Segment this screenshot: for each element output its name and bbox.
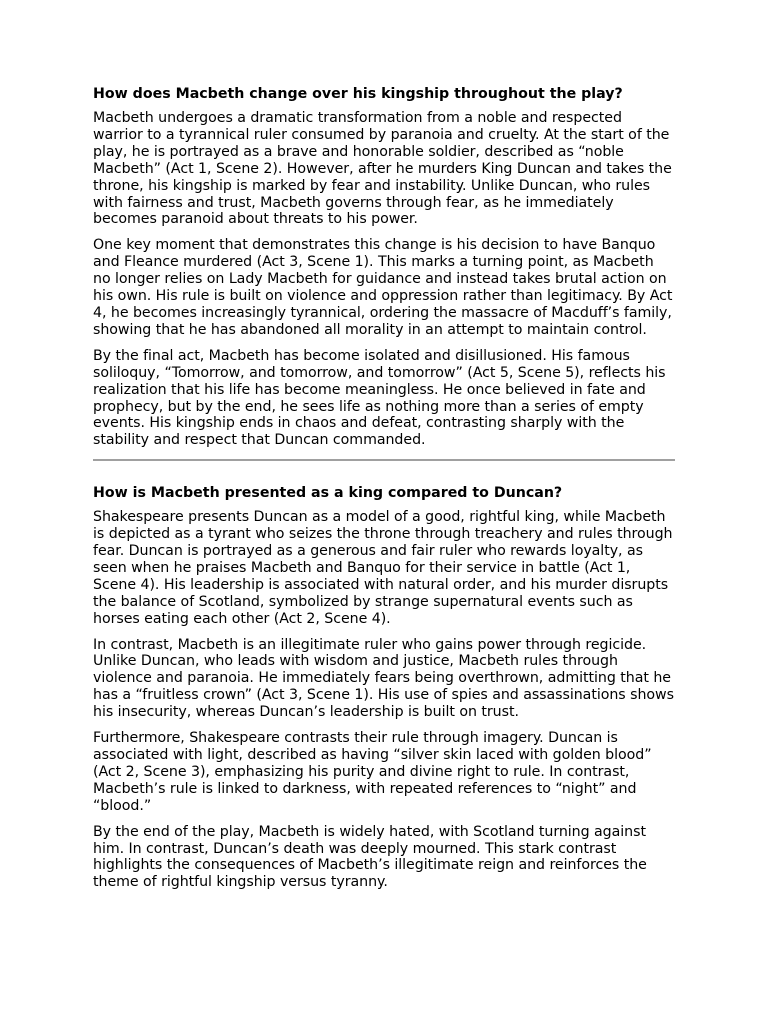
paragraph: By the end of the play, Macbeth is widely hated, with Scotland turning against him. In contrast, Duncan’s death was deeply mourned. This stark contrast highlights the consequences of Macbeth’s illegitimate reign and reinforces the theme of rightful kingship versus tyranny. (93, 823, 647, 891)
section-macbeth-vs-duncan (93, 485, 675, 891)
section-divider (93, 459, 675, 461)
section-heading: How does Macbeth change over his kingship throughout the play? (93, 86, 623, 102)
paragraph: Shakespeare presents Duncan as a model of a good, rightful king, while Macbeth is depicted as a tyrant who seizes the throne through treachery and rules through fear. Duncan is portrayed as a generous and fair ruler who rewards loyalty, as seen when he praises Macbeth and Banquo for their service in battle (Act 1, Scene 4). His leadership is associated with natural order, and his murder disrupts the balance of Scotland, symbolized by strange supernatural events such as horses eating each other (Act 2, Scene 4). (93, 509, 673, 627)
paragraph: In contrast, Macbeth is an illegitimate ruler who gains power through regicide. Unlike Duncan, who leads with wisdom and justice, Macbeth rules through violence and paranoia. He immediately fears being overthrown, admitting that he has a “fruitless crown” (Act 3, Scene 1). His use of spies and assassinations shows his insecurity, whereas Duncan’s leadership is built on trust. (93, 636, 674, 721)
paragraph: One key moment that demonstrates this change is his decision to have Banquo and Fleance murdered (Act 3, Scene 1). This marks a turning point, as Macbeth no longer relies on Lady Macbeth for guidance and instead takes brutal action on his own. His rule is built on violence and oppression rather than legitimacy. By Act 4, he becomes increasingly tyrannical, ordering the massacre of Macduff’s family, showing that he has abandoned all morality in an attempt to maintain control. (93, 237, 673, 338)
paragraph: By the final act, Macbeth has become isolated and disillusioned. His famous soliloquy, “Tomorrow, and tomorrow, and tomorrow” (Act 5, Scene 5), reflects his realization that his life has become meaningless. He once believed in fate and prophecy, but by the end, he sees life as nothing more than a series of empty events. His kingship ends in chaos and defeat, contrasting sharply with the stability and respect that Duncan commanded. (93, 347, 666, 449)
section-macbeth-change (93, 86, 675, 449)
section-heading: How is Macbeth presented as a king compared to Duncan? (93, 485, 563, 502)
paragraph: Furthermore, Shakespeare contrasts their rule through imagery. Duncan is associated with light, described as having “silver skin laced with golden blood” (Act 2, Scene 3), emphasizing his purity and divine right to rule. In contrast, Macbeth’s rule is linked to darkness, with repeated references to “night” and “blood.” (93, 730, 652, 814)
document-page (93, 86, 675, 900)
paragraph: Macbeth undergoes a dramatic transformation from a noble and respected warrior to a tyrannical ruler consumed by paranoia and cruelty. At the start of the play, he is portrayed as a brave and honorable soldier, described as “noble Macbeth” (Act 1, Scene 2). However, after he murders King Duncan and takes the throne, his kingship is marked by fear and instability. Unlike Duncan, who rules with fairness and trust, Macbeth governs through fear, as he immediately becomes paranoid about threats to his power. (93, 110, 672, 228)
